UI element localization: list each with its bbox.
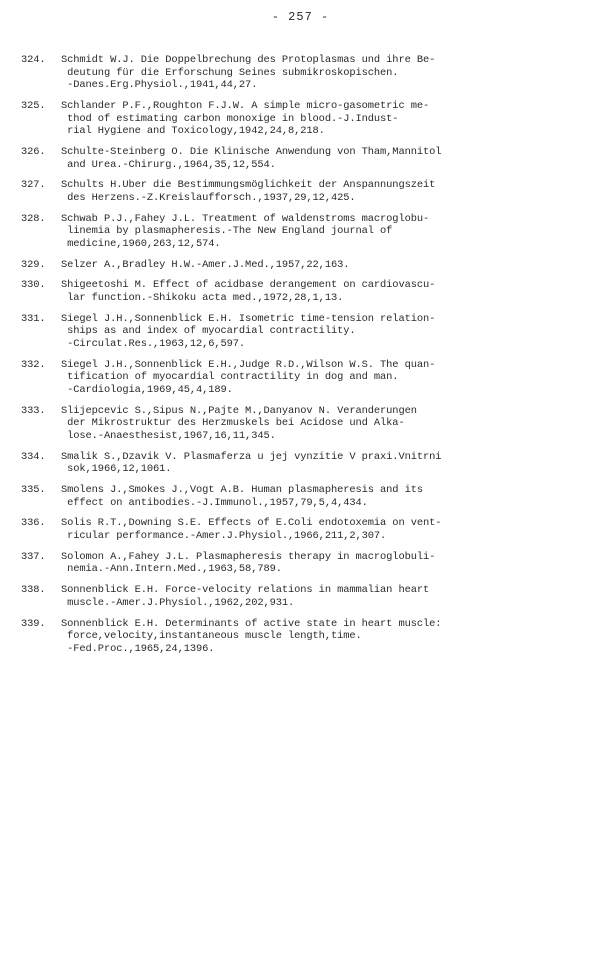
reference-number: 324. [21, 54, 46, 66]
reference-text [61, 100, 583, 138]
reference-number: 325. [21, 99, 46, 112]
reference-line: muscle.-Amer.J.Physiol.,1962,202,931. [61, 596, 295, 609]
reference-number: 337. [21, 550, 46, 563]
reference-text [61, 54, 583, 92]
reference-text [61, 405, 583, 443]
reference-number: 328. [21, 212, 46, 225]
reference-entry [21, 551, 583, 576]
reference-number: 336. [21, 517, 46, 530]
reference-line: -Danes.Erg.Physiol.,1941,44,27. [61, 79, 258, 92]
reference-entry [21, 359, 583, 397]
reference-number: 339. [21, 617, 46, 630]
reference-line: Slijepcevic S.,Sipus N.,Pajte M.,Danyanov N. Veranderungen [61, 404, 417, 417]
reference-line: Schwab P.J.,Fahey J.L. Treatment of waldenstroms macroglobu- [61, 212, 430, 225]
page-number: - 257 - [271, 10, 330, 24]
reference-entry [21, 54, 583, 92]
reference-text [61, 618, 583, 656]
reference-line: lar function.-Shikoku acta med.,1972,28,1,13. [61, 292, 344, 305]
reference-line: Shigeetoshi M. Effect of acidbase derangement on cardiovascu- [61, 279, 436, 292]
reference-list [21, 54, 583, 664]
reference-text [61, 259, 583, 272]
reference-entry [21, 484, 583, 509]
reference-text [61, 584, 583, 609]
reference-line: Siegel J.H.,Sonnenblick E.H. Isometric time-tension relation- [61, 312, 436, 325]
reference-number: 334. [21, 450, 46, 463]
reference-number: 333. [21, 404, 46, 417]
reference-line: -Cardiologia,1969,45,4,189. [61, 383, 233, 396]
reference-line: Solis R.T.,Downing S.E. Effects of E.Coli endotoxemia on vent- [61, 517, 442, 530]
reference-line: thod of estimating carbon monoxige in blood.-J.Indust- [61, 112, 399, 125]
reference-text [61, 179, 583, 204]
reference-line: Schlander P.F.,Roughton F.J.W. A simple micro-gasometric me- [61, 99, 430, 112]
reference-entry [21, 313, 583, 351]
reference-line: rial Hygiene and Toxicology,1942,24,8,218. [61, 125, 325, 138]
reference-line: Smalik S.,Dzavik V. Plasmaferza u jej vynzitie V praxi.Vnitrni [61, 450, 442, 463]
reference-line: des Herzens.-Z.Kreislaufforsch.,1937,29,12,425. [61, 191, 356, 204]
reference-text [61, 279, 583, 304]
reference-line: ships as and index of myocardial contractility. [61, 325, 356, 338]
reference-line: Smolens J.,Smokes J.,Vogt A.B. Human plasmapheresis and its [61, 484, 423, 497]
reference-number: 338. [21, 584, 46, 597]
reference-line: and Urea.-Chirurg.,1964,35,12,554. [61, 158, 276, 171]
reference-text [61, 451, 583, 476]
reference-text [61, 313, 583, 351]
reference-entry [21, 100, 583, 138]
reference-line: deutung für die Erforschung Seines submikroskopischen. [61, 66, 399, 79]
reference-entry [21, 279, 583, 304]
reference-text [61, 213, 583, 251]
reference-line: linemia by plasmapheresis.-The New England journal of [61, 225, 393, 238]
reference-line: Sonnenblick E.H. Force-velocity relations in mammalian heart [61, 584, 430, 597]
reference-text [61, 359, 583, 397]
reference-line: der Mikrostruktur des Herzmuskels bei Acidose und Alka- [61, 417, 405, 430]
reference-entry [21, 213, 583, 251]
reference-entry [21, 179, 583, 204]
reference-entry [21, 259, 583, 272]
reference-entry [21, 405, 583, 443]
reference-line: Siegel J.H.,Sonnenblick E.H.,Judge R.D.,Wilson W.S. The quan- [61, 358, 436, 371]
reference-line: Selzer A.,Bradley H.W.-Amer.J.Med.,1957,22,163. [61, 258, 350, 271]
reference-text [61, 146, 583, 171]
reference-number: 330. [21, 279, 46, 292]
reference-number: 331. [21, 312, 46, 325]
reference-text [61, 551, 583, 576]
reference-line: Solomon A.,Fahey J.L. Plasmapheresis therapy in macroglobuli- [61, 550, 436, 563]
reference-line: Sonnenblick E.H. Determinants of active state in heart muscle: [61, 617, 442, 630]
reference-line: ricular performance.-Amer.J.Physiol.,1966,211,2,307. [61, 530, 387, 543]
reference-entry [21, 584, 583, 609]
reference-line: -Circulat.Res.,1963,12,6,597. [61, 338, 246, 350]
reference-entry [21, 618, 583, 656]
reference-entry [21, 146, 583, 171]
reference-line: Schmidt W.J. Die Doppelbrechung des Protoplasmas und ihre Be- [61, 54, 436, 66]
reference-text [61, 517, 583, 542]
reference-line: sok,1966,12,1061. [61, 463, 172, 476]
reference-line: Schults H.Uber die Bestimmungsmöglichkeit der Anspannungszeit [61, 179, 436, 192]
reference-number: 329. [21, 258, 46, 271]
reference-line: nemia.-Ann.Intern.Med.,1963,58,789. [61, 563, 282, 576]
reference-number: 332. [21, 358, 46, 371]
reference-number: 327. [21, 179, 46, 192]
reference-line: medicine,1960,263,12,574. [61, 237, 221, 250]
reference-line: lose.-Anaesthesist,1967,16,11,345. [61, 429, 276, 442]
reference-number: 326. [21, 145, 46, 158]
reference-number: 335. [21, 484, 46, 497]
reference-line: force,velocity,instantaneous muscle length,time. [61, 630, 362, 643]
reference-line: tification of myocardial contractility in dog and man. [61, 371, 399, 384]
reference-entry [21, 451, 583, 476]
reference-text [61, 484, 583, 509]
reference-entry [21, 517, 583, 542]
reference-line: -Fed.Proc.,1965,24,1396. [61, 642, 215, 655]
reference-line: Schulte-Steinberg O. Die Klinische Anwendung von Tham,Mannitol [61, 145, 442, 158]
reference-line: effect on antibodies.-J.Immunol.,1957,79,5,4,434. [61, 496, 368, 509]
